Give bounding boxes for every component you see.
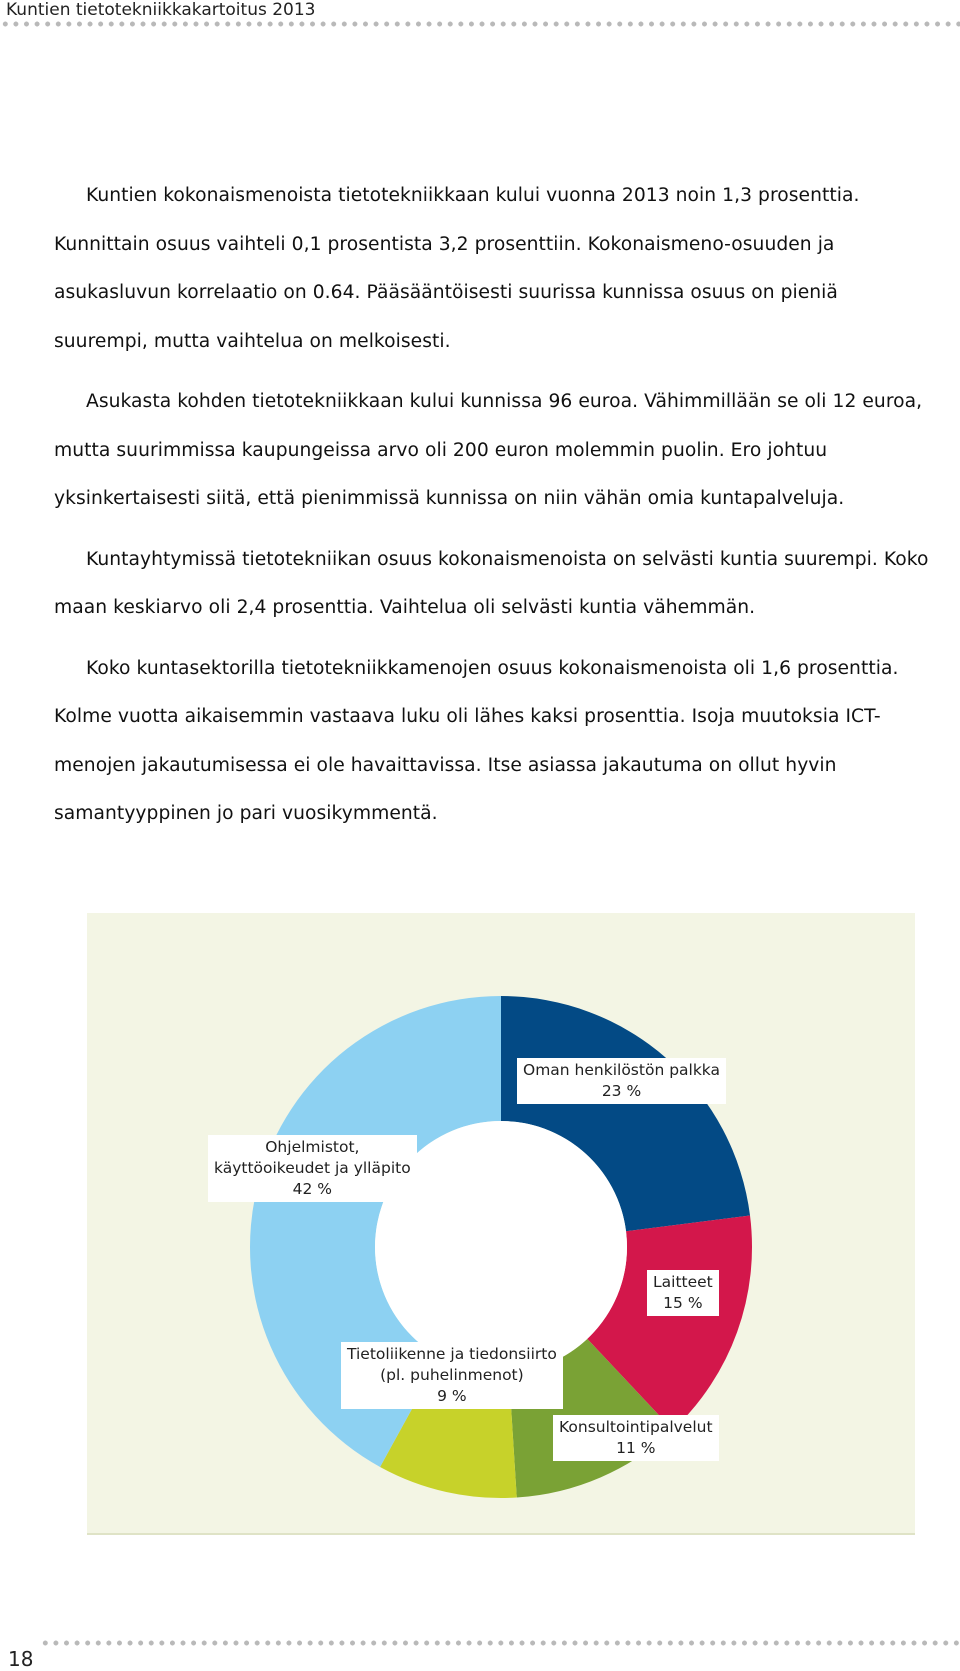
slice-label-software [208, 1135, 417, 1202]
paragraph: Kuntien kokonaismenoista tietotekniikkaan kului vuonna 2013 noin 1,3 prosenttia. Kunnittain osuus vaihteli 0,1 prosentista 3,2 prosenttiin. Kokonaismeno-osuuden ja asukasluvun korrelaatio on 0.64. Pääsääntöisesti suurissa kunnissa osuus on pieniä suurempi, mutta vaihtelua on melkoisesti. [54, 185, 860, 352]
slice-value-label: 15 % [663, 1294, 703, 1312]
donut-chart [87, 913, 915, 1535]
donut-chart-svg [87, 913, 915, 1533]
slice-value-label: 23 % [601, 1082, 642, 1100]
slice-label-consulting [553, 1415, 719, 1461]
paragraph: Koko kuntasektorilla tietotekniikkamenojen osuus kokonaismenoista oli 1,6 prosenttia. Kolme vuotta aikaisemmin vastaava luku oli lähes kaksi prosenttia. Isoja muutoksia ICT-menojen jakautumisessa ei ole havaittavissa. Itse asiassa jakautuma on ollut hyvin samantyyppinen jo pari vuosikymmentä. [54, 657, 899, 824]
slice-value-label: 42 % [292, 1180, 333, 1198]
slice-label-text: Tietoliikenne ja tiedonsiirto [347, 1345, 557, 1363]
slice-label-telecom [341, 1342, 563, 1409]
running-header: Kuntien tietotekniikkakartoitus 2013 [6, 0, 316, 20]
paragraph: Kuntayhtymissä tietotekniikan osuus kokonaismenoista on selvästi kuntia suurempi. Koko maan keskiarvo oli 2,4 prosenttia. Vaihtelua oli selvästi kuntia vähemmän. [54, 548, 929, 618]
body-text [54, 172, 934, 851]
slice-label-text: Ohjelmistot, [265, 1138, 360, 1156]
slice-label-text: Laitteet [653, 1273, 713, 1291]
slice-label-staff-salary [517, 1058, 726, 1104]
slice-label-text: (pl. puhelinmenot) [380, 1366, 524, 1384]
slice-label-text: käyttöoikeudet ja ylläpito [214, 1159, 411, 1177]
slice-label-text: Oman henkilöstön palkka [523, 1061, 721, 1079]
slice-value-label: 11 % [616, 1439, 656, 1457]
footer-dotted-rule [40, 1640, 960, 1646]
paragraph: Asukasta kohden tietotekniikkaan kului kunnissa 96 euroa. Vähimmillään se oli 12 euroa, mutta suurimmissa kaupungeissa arvo oli 200 euron molemmin puolin. Ero johtuu yksinkertaisesti siitä, että pienimmissä kunnissa on niin vähän omia kuntapalveluja. [54, 391, 923, 509]
header-dotted-rule [0, 21, 960, 27]
page-number: 18 [8, 1647, 34, 1671]
slice-value-label: 9 % [437, 1387, 467, 1405]
slice-label-text: Konsultointipalvelut [559, 1418, 713, 1436]
slice-label-hardware [647, 1270, 719, 1316]
